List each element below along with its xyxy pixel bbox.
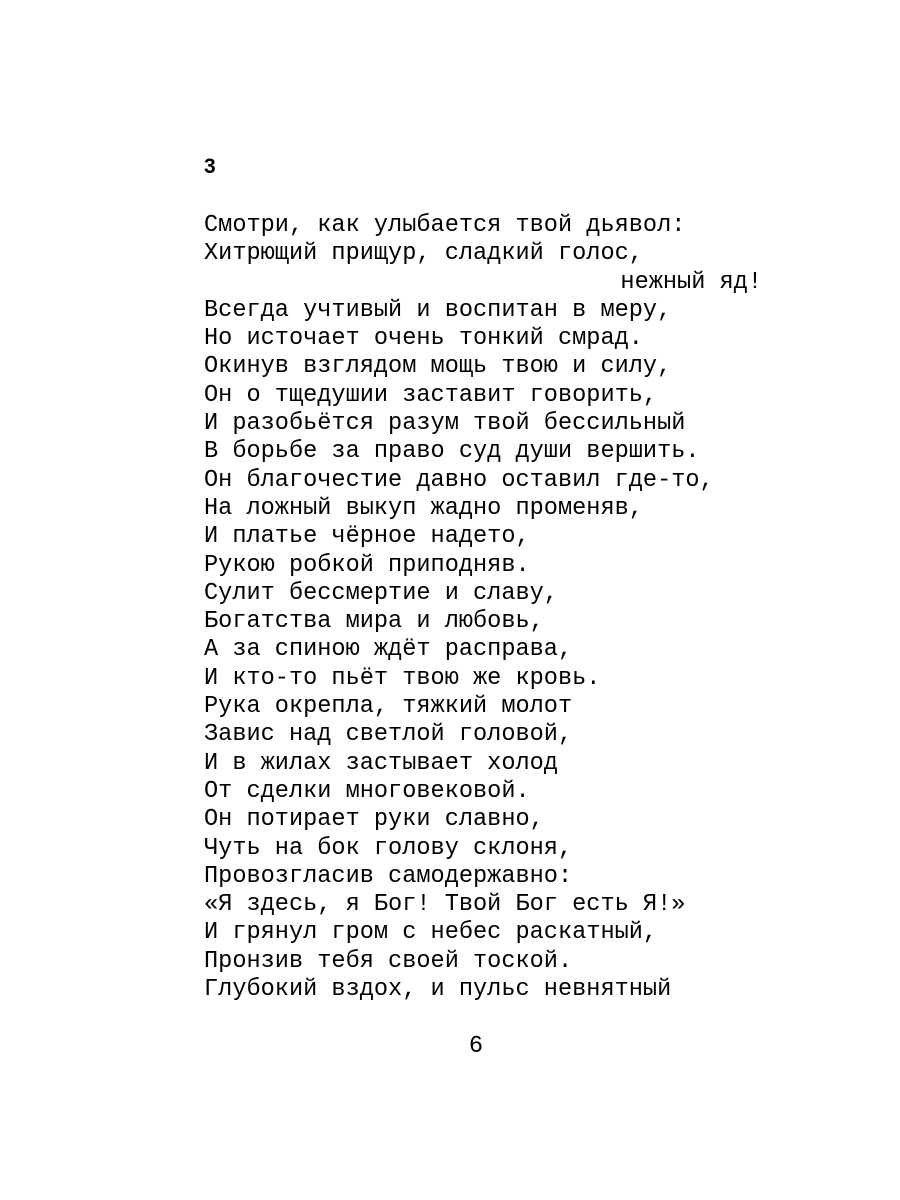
poem-line: Всегда учтивый и воспитан в меру,: [204, 296, 672, 324]
poem-line: Чуть на бок голову склоня,: [204, 834, 573, 862]
poem-line: Окинув взглядом мощь твою и силу,: [204, 353, 672, 381]
poem-line: И платье чёрное надето,: [204, 523, 530, 551]
poem-line: Рука окрепла, тяжкий молот: [204, 693, 573, 721]
poem-line: Он благочестие давно оставил где-то,: [204, 466, 714, 494]
poem-line: Хитрющий прищур, сладкий голос,: [204, 240, 643, 268]
page-number: 6: [468, 1033, 484, 1060]
poem-line: Сулит бессмертие и славу,: [204, 579, 558, 607]
poem-line: Он о тщедушии заставит говорить,: [204, 381, 658, 409]
poem-line: А за спиною ждёт расправа,: [204, 636, 573, 664]
poem-line: Богатства мира и любовь,: [204, 608, 544, 636]
poem-line: И в жилах застывает холод: [204, 749, 558, 777]
poem-line: И кто-то пьёт твою же кровь.: [204, 664, 601, 692]
poem-line: Пронзив тебя своей тоской.: [204, 947, 573, 975]
poem-line: В борьбе за право суд души вершить.: [204, 438, 700, 466]
poem-line: Провозгласив самодержавно:: [204, 862, 573, 890]
poem-number: 3: [204, 155, 216, 178]
poem-line: От сделки многовековой.: [204, 777, 530, 805]
poem-line: Он потирает руки славно,: [204, 806, 544, 834]
poem-line-continuation: нежный яд!: [620, 268, 762, 296]
poem-line: На ложный выкуп жадно променяв,: [204, 494, 643, 522]
poem-line: Смотри, как улыбается твой дьявол:: [204, 212, 686, 239]
poem-line: Завис над светлой головой,: [204, 721, 573, 749]
poem-line: И разобьётся разум твой бессильный: [204, 410, 686, 438]
poem-line: И грянул гром с небес раскатный,: [204, 919, 658, 947]
poem-line: «Я здесь, я Бог! Твой Бог есть Я!»: [204, 891, 686, 919]
poem-line: Глубокий вздох, и пульс невнятный: [204, 976, 672, 1004]
poem-text: [204, 212, 774, 1004]
poem-line: Рукою робкой приподняв.: [204, 551, 530, 579]
poem-line: Но источает очень тонкий смрад.: [204, 325, 643, 353]
